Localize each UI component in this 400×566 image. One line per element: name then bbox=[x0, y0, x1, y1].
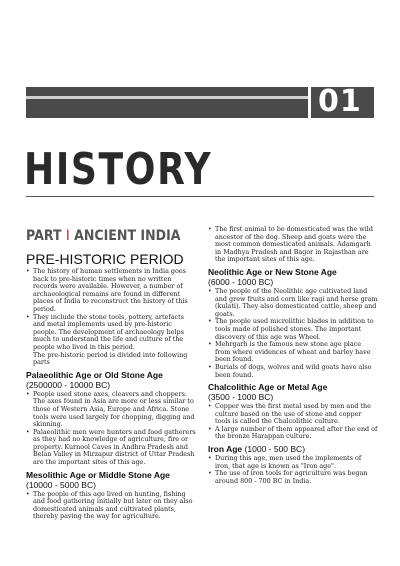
list-item: • The use of iron tools for agriculture was began around 800 - 700 BC in India. bbox=[208, 470, 378, 485]
palaeolithic-dates: (2500000 - 10000 BC) bbox=[26, 379, 111, 390]
banner-separator bbox=[308, 87, 311, 118]
intro-list bbox=[26, 268, 196, 352]
neolithic-dates: (6000 - 1000 BC) bbox=[208, 276, 274, 287]
iron-dates: (1000 - 500 BC) bbox=[244, 444, 306, 455]
chalcolithic-heading bbox=[208, 382, 378, 402]
title-divider bbox=[26, 196, 374, 197]
part-heading bbox=[26, 228, 179, 244]
mesolithic-list bbox=[26, 491, 196, 521]
list-item: • The history of human settlements in India goes back to pre-historic times when no written records were available. However, a number of archaeological remains are found in different places of India to reconstruct the history of this period. bbox=[26, 268, 196, 314]
list-item: • Copper was the first metal used by men and the culture based on the use of stone and copper tools is called the Chalcolithic culture. bbox=[208, 403, 378, 426]
iron-title: Iron Age bbox=[208, 444, 243, 455]
section-title: PRE-HISTORIC PERIOD bbox=[26, 251, 184, 267]
list-item: • The people of this age lived on hunting, fishing and food gathering initially but later on they also domesticated animals and cultivated plants, thereby paving the way for agriculture. bbox=[26, 491, 196, 521]
banner-stripe bbox=[26, 96, 308, 99]
intro-note: The pre-historic period is divided into following parts bbox=[33, 350, 188, 367]
mesolithic-dates: (10000 - 5000 BC) bbox=[26, 479, 96, 490]
left-column bbox=[26, 228, 196, 521]
palaeolithic-list bbox=[26, 391, 196, 467]
list-item: • They include the stone tools, pottery, artefacts and metal implements used by pre-historic people. The development of archaeology helps much to understand the life and culture of the people who lived in this period. bbox=[26, 314, 196, 352]
palaeolithic-title: Palaeolithic Age or Old Stone Age bbox=[26, 369, 163, 380]
list-item: • The people used microlithic blades in addition to tools made of polished stones. The important discovery of this age was Wheel. bbox=[208, 318, 378, 341]
chapter-title: HISTORY bbox=[24, 144, 213, 195]
list-item: • The first animal to be domesticated was the wild ancestor of the dog. Sheep and goats were the most common domesticated animals. Adamgarh in Madhya Pradesh and Bagor in Rajasthan are the important sites of this age. bbox=[208, 226, 378, 264]
palaeolithic-heading bbox=[26, 370, 196, 390]
list-item: • The people of the Neolithic age cultivated land and grew fruits and corn like ragi and horse gram (kulati). They also domesticated cattle, sheep and goats. bbox=[208, 288, 378, 318]
top-list bbox=[208, 226, 378, 264]
neolithic-list bbox=[208, 288, 378, 379]
neolithic-title: Neolithic Age or New Stone Age bbox=[208, 266, 337, 277]
right-column bbox=[208, 225, 378, 485]
chapter-number: 01 bbox=[318, 84, 362, 119]
part-separator: I bbox=[65, 228, 70, 244]
list-item: • People used stone axes, cleavers and choppers. The axes found in Asia are more or less similar to those of Western Asia, Europe and Africa. Stone tools were used largely for chopping, digging and skinning. bbox=[26, 391, 196, 429]
mesolithic-heading bbox=[26, 470, 196, 490]
neolithic-heading bbox=[208, 267, 378, 287]
chalcolithic-list bbox=[208, 403, 378, 441]
mesolithic-title: Mesolithic Age or Middle Stone Age bbox=[26, 469, 170, 480]
list-item: • Mehrgarh is the famous new stone age place from where evidences of wheat and barley have been found. bbox=[208, 341, 378, 364]
list-item: • Palaeolithic men were hunters and food gatherers as they had no knowledge of agriculture, fire or property. Kurnool Caves in Andhra Pradesh and Belan Valley in Mirzapur district of Uttar Pradesh are the important sites of this age. bbox=[26, 429, 196, 467]
part-name: ANCIENT INDIA bbox=[74, 228, 181, 244]
chalcolithic-dates: (3500 - 1000 BC) bbox=[208, 392, 274, 403]
iron-heading bbox=[208, 444, 378, 454]
list-item: • A large number of them appeared after the end of the bronze Harappan culture. bbox=[208, 426, 378, 441]
iron-list bbox=[208, 455, 378, 485]
list-item: • Burials of dogs, wolves and wild goats have also been found. bbox=[208, 364, 378, 379]
chalcolithic-title: Chalcolithic Age or Metal Age bbox=[208, 382, 328, 393]
part-label: PART bbox=[26, 228, 62, 244]
list-item: • During this age, men used the implements of iron, that age is known as "Iron age". bbox=[208, 455, 378, 470]
